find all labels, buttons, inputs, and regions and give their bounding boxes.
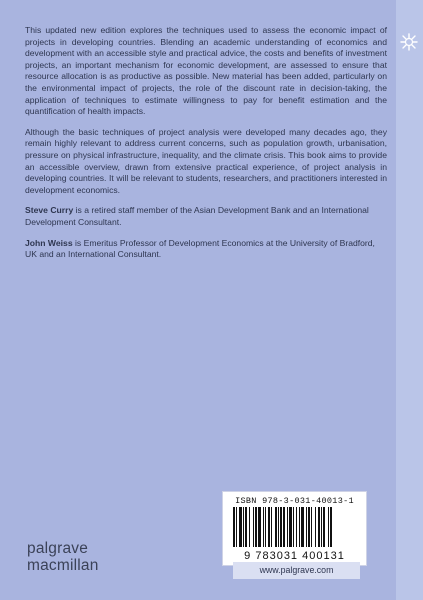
publisher-name-line1: palgrave	[27, 540, 89, 557]
spine-strip	[396, 0, 423, 600]
publisher-name-line2: macmillan	[27, 557, 99, 574]
author-bio-1	[25, 205, 387, 228]
blurb-paragraph-2: Although the basic techniques of project analysis were developed many decades ago, they remain highly relevant to address current concerns, such as population growth, urbanisation, pressure on physical infrastructure, inequality, and the climate crisis. This book aims to provide an accessible overview, drawn from extensive practical experience, of project analysis in developing countries. It will be relevant to students, researchers, and practitioners interested in development economics.	[25, 126, 387, 195]
palgrave-star-icon	[399, 32, 419, 52]
author-name: John Weiss	[25, 237, 73, 248]
author-bio-2	[25, 238, 387, 261]
author-name: Steve Curry	[25, 205, 74, 216]
publisher-logo	[27, 540, 99, 574]
back-cover-text	[25, 25, 387, 270]
barcode-bars	[231, 507, 359, 549]
author-bio-text: is a retired staff member of the Asian Development Bank and an International Development Consultant.	[25, 205, 369, 227]
publisher-website[interactable]: www.palgrave.com	[233, 562, 360, 579]
author-bio-text: is Emeritus Professor of Development Economics at the University of Bradford, UK and an International Consultant.	[25, 237, 375, 260]
isbn-barcode	[222, 491, 367, 566]
isbn-label: ISBN 978-3-031-40013-1	[235, 496, 354, 506]
blurb-paragraph-1: This updated new edition explores the techniques used to assess the economic impact of projects in developing countries. Blending an academic understanding of economics and development with an accessible style and practical advice, the costs and benefits of investment projects, an important mechanism for economic development, are assessed to ensure that resource allocation is as productive as possible. New material has been added, particularly on the environmental impact of projects, the role of the discount rate in decision-taking, the application of techniques to estimate willingness to pay for benefit estimation and the quantification of health impacts.	[25, 25, 387, 117]
barcode-number: 9 783031 400131	[244, 550, 345, 562]
